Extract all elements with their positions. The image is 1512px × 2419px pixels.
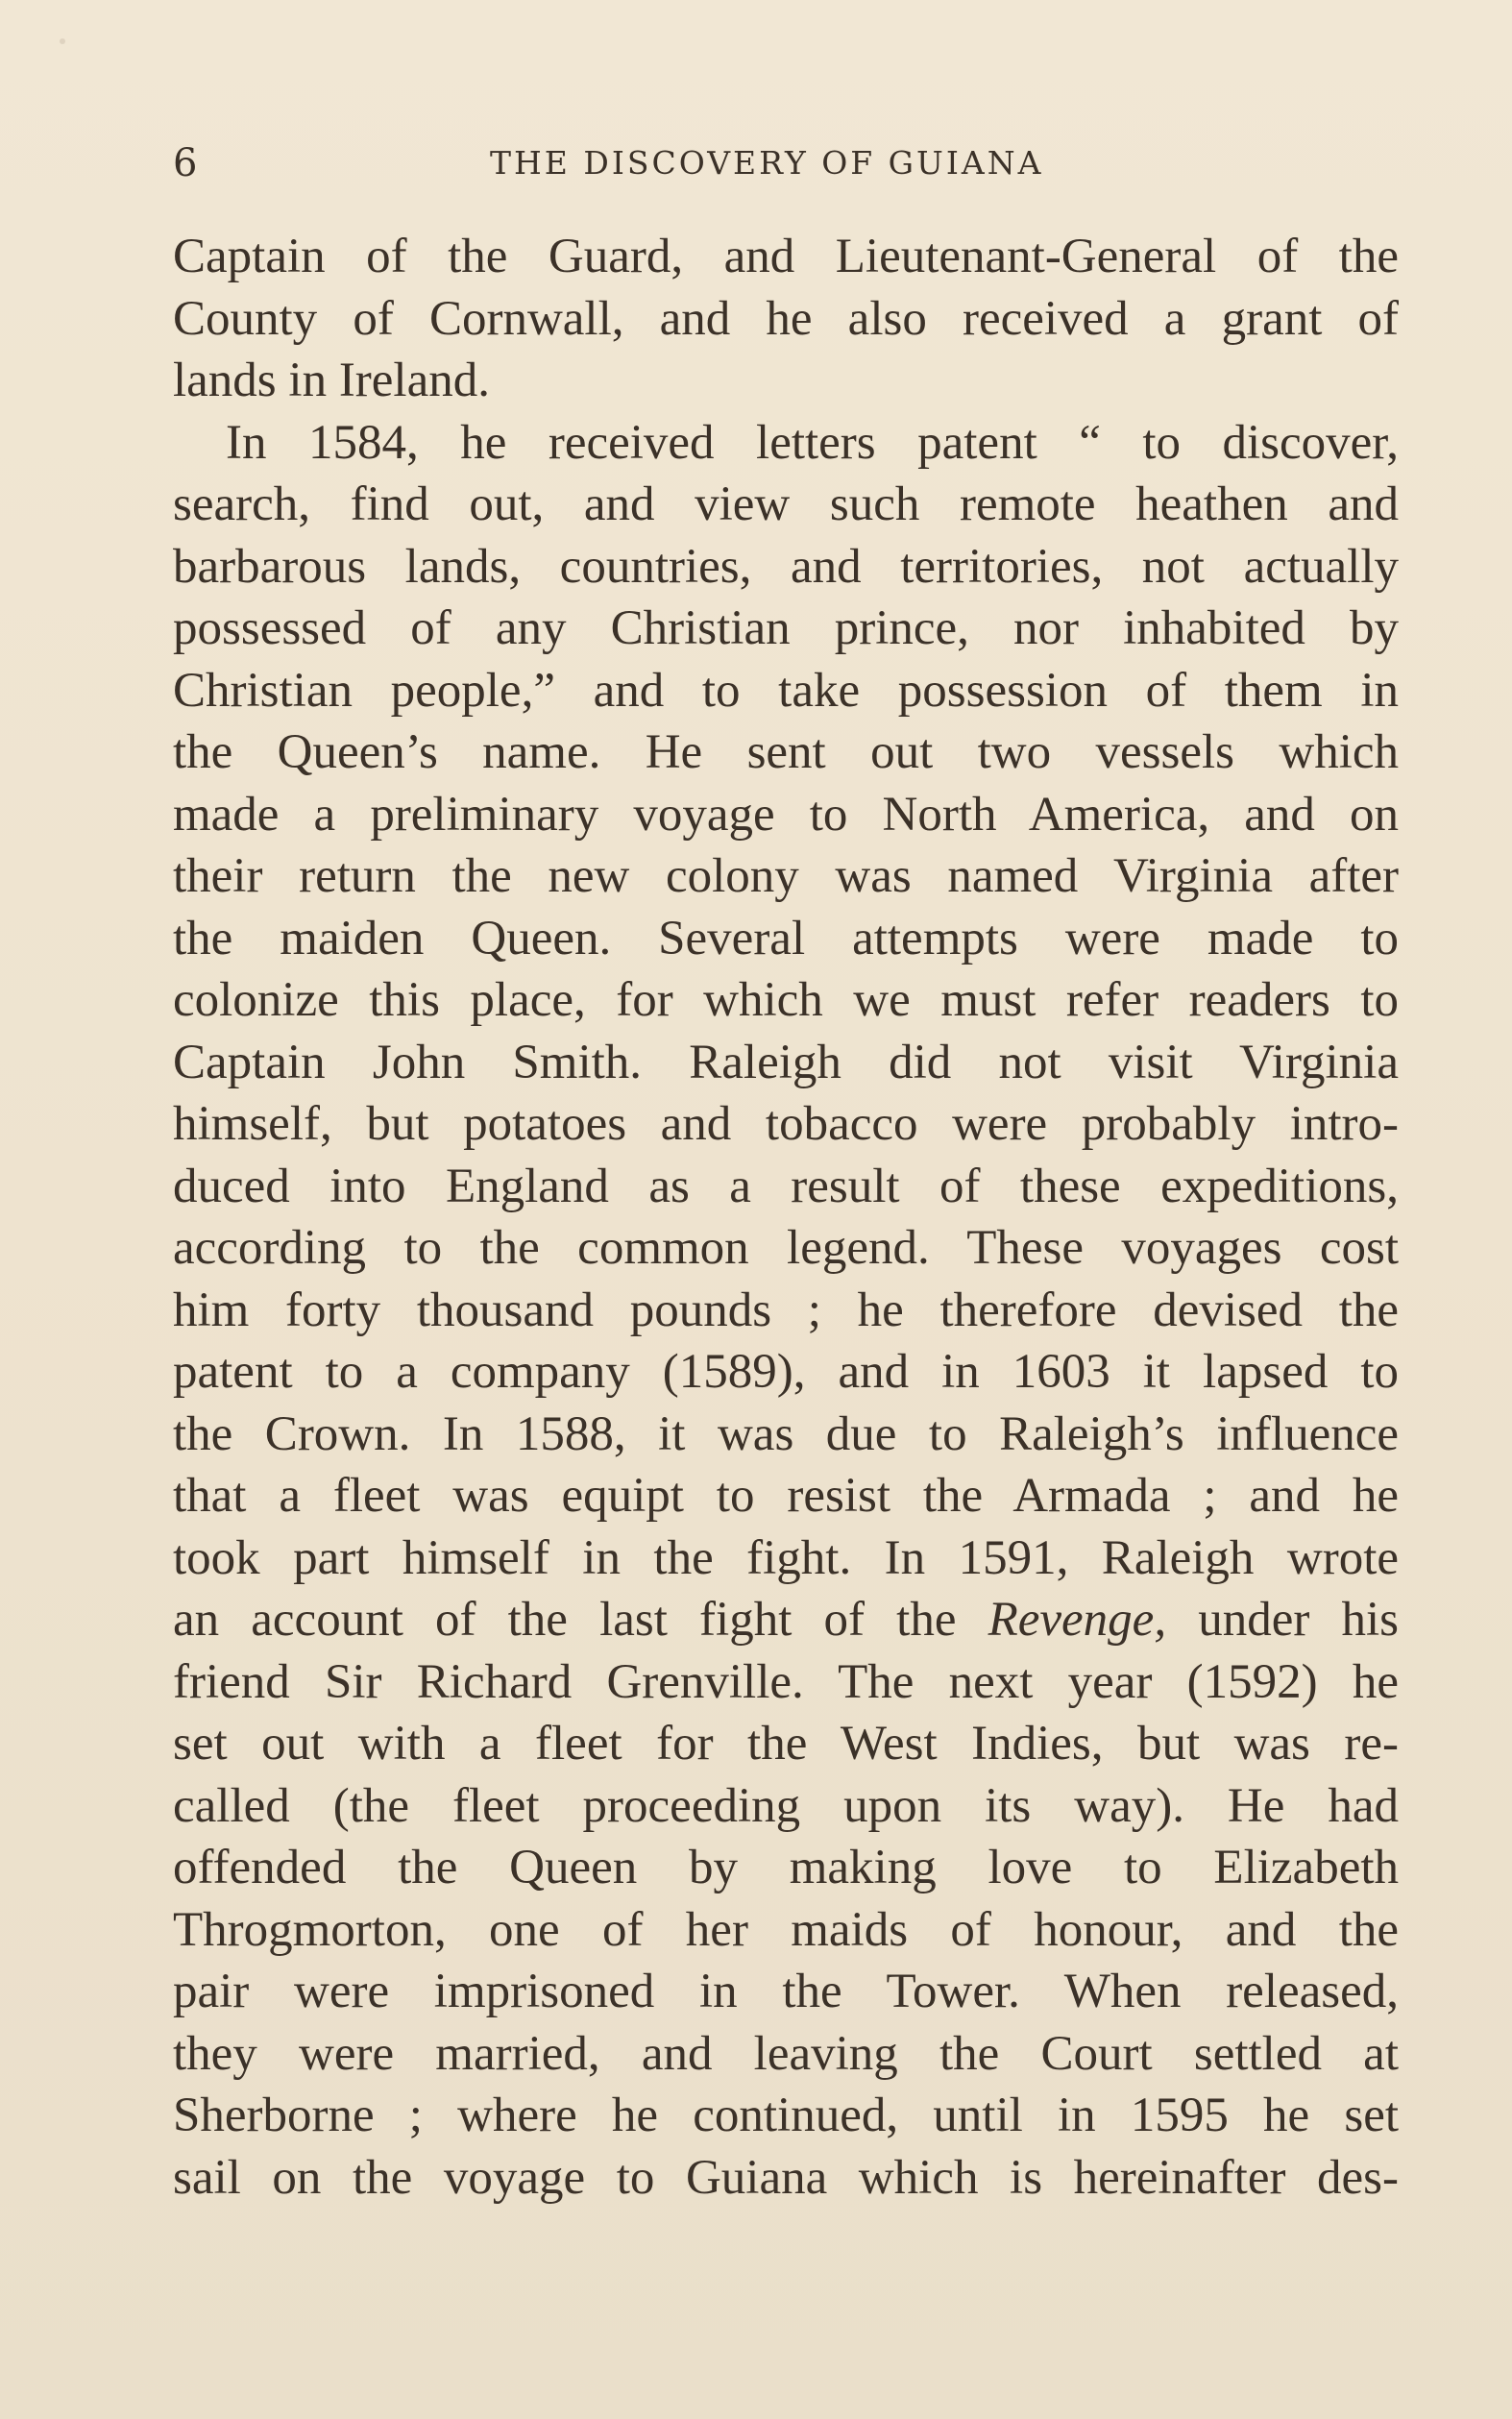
ship-name-italic: Revenge,: [988, 1593, 1167, 1647]
page-header: [173, 134, 1399, 192]
text-line: sail on the voyage to Guiana which is hereinafter des-: [173, 2150, 1399, 2205]
text-line: County of Cornwall, and he also received a grant of: [173, 291, 1399, 346]
text-line: possessed of any Christian prince, nor inhabited by: [173, 601, 1399, 655]
text-line: that a fleet was equipt to resist the Armada ; and he: [173, 1469, 1399, 1523]
text-line-with-title: [173, 1589, 1399, 1651]
text-line: Christian people,” and to take possession of them in: [173, 663, 1399, 718]
body-text: [173, 226, 1399, 2209]
text-line: In 1584, he received letters patent “ to discover,: [226, 415, 1399, 470]
text-line: made a preliminary voyage to North America, and on: [173, 787, 1399, 842]
text-line: Captain John Smith. Raleigh did not visit Virginia: [173, 1035, 1399, 1089]
text-line: the maiden Queen. Several attempts were made to: [173, 911, 1399, 965]
text-line: Sherborne ; where he continued, until in 1595 he set: [173, 2089, 1399, 2142]
text-line: friend Sir Richard Grenville. The next year (1592) he: [173, 1654, 1399, 1709]
text-line: duced into England as a result of these expeditions,: [173, 1159, 1399, 1213]
text-segment: under his: [1198, 1593, 1399, 1647]
text-line: the Crown. In 1588, it was due to Raleigh’s influence: [173, 1406, 1399, 1461]
text-line: they were married, and leaving the Court settled at: [173, 2026, 1399, 2081]
running-title: THE DISCOVERY OF GUIANA: [490, 144, 1044, 182]
text-line: him forty thousand pounds ; he therefore devised the: [173, 1283, 1399, 1337]
text-line: the Queen’s name. He sent out two vessels which: [173, 725, 1399, 779]
text-line: search, find out, and view such remote heathen and: [173, 477, 1399, 531]
text-line: set out with a fleet for the West Indies, but was re-: [173, 1717, 1399, 1771]
text-line: patent to a company (1589), and in 1603 it lapsed to: [173, 1345, 1399, 1399]
text-line: Throgmorton, one of her maids of honour, and the: [173, 1902, 1399, 1957]
text-line: called (the fleet proceeding upon its way). He had: [173, 1778, 1399, 1833]
text-line: took part himself in the fight. In 1591, Raleigh wrote: [173, 1530, 1399, 1585]
text-line: offended the Queen by making love to Elizabeth: [173, 1841, 1399, 1894]
text-line: colonize this place, for which we must refer readers to: [173, 973, 1399, 1027]
text-segment: an account of the last fight of the: [173, 1593, 957, 1647]
paper-blemish: [60, 38, 65, 44]
text-line: their return the new colony was named Virginia after: [173, 849, 1399, 903]
text-line: barbarous lands, countries, and territories, not actually: [173, 539, 1399, 594]
page-number: 6: [173, 141, 199, 185]
text-line: lands in Ireland.: [173, 354, 490, 407]
text-line: himself, but potatoes and tobacco were probably intro-: [173, 1097, 1399, 1151]
text-line: pair were imprisoned in the Tower. When released,: [173, 1965, 1399, 2018]
text-line: Captain of the Guard, and Lieutenant-General of the: [173, 230, 1399, 283]
text-line: according to the common legend. These voyages cost: [173, 1221, 1399, 1275]
